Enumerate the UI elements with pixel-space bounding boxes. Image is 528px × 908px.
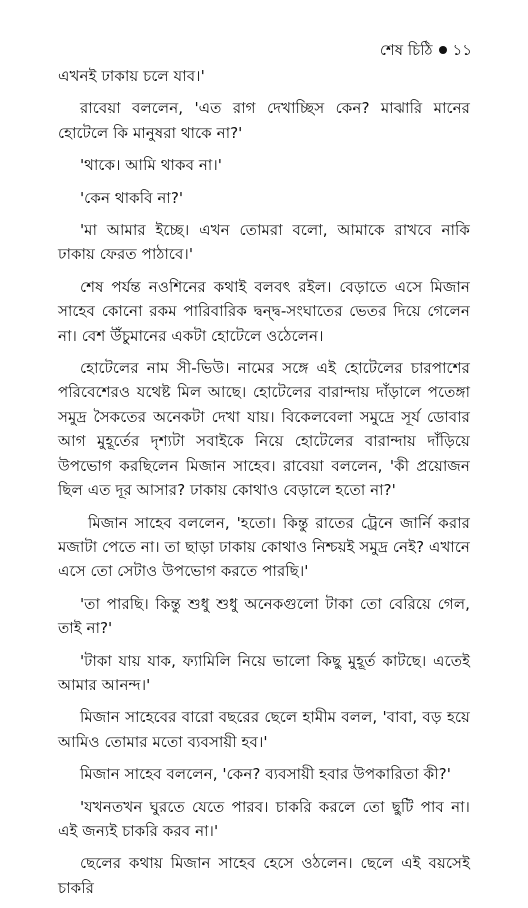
chapter-title: শেষ চিঠি (379, 41, 433, 59)
paragraph: 'টাকা যায় যাক, ফ্যামিলি নিয়ে ভালো কিছু মুহূর্ত কাটছে। এতেই আমার আনন্দ।' (58, 651, 470, 694)
body-text (58, 64, 470, 908)
bullet-separator-icon (439, 46, 447, 54)
paragraph: 'যখনতখন ঘুরতে যেতে পারব। চাকরি করলে তো ছুটি পাব না। এই জন্যই চাকরি করব না।' (58, 797, 470, 840)
paragraph: মিজান সাহেব বললেন, 'হতো। কিন্তু রাতের ট্রেনে জার্নি করার মজাটা পেতে না। তা ছাড়া ঢাকায় কোথাও নিশ্চয়ই সমুদ্র নেই? এখানে এসে তো সেটাও উপভোগ করতে পারছি।' (58, 513, 470, 581)
paragraph: 'মা আমার ইচ্ছে। এখন তোমরা বলো, আমাকে রাখবে নাকি ঢাকায় ফেরত পাঠাবে।' (58, 221, 470, 264)
paragraph: 'থাকে। আমি থাকব না।' (80, 156, 222, 175)
paragraph: 'কেন থাকবি না?' (80, 188, 184, 207)
paragraph: শেষ পর্যন্ত নওশিনের কথাই বলবৎ রইল। বেড়াতে এসে মিজান সাহেব কোনো রকম পারিবারিক দ্বন্দ্ব-সংঘাতের ভেতর দিয়ে গেলেন না। বেশ উঁচুমানের একটা হোটেলে ওঠেলেন। (58, 277, 470, 345)
paragraph: ছেলের কথায় মিজান সাহেব হেসে ওঠলেন। ছেলে এই বয়সেই চাকরি (58, 854, 470, 897)
paragraph: হোটেলের নাম সী-ভিউ। নামের সঙ্গে এই হোটেলের চারপাশের পরিবেশেরও যথেষ্ট মিল আছে। হোটেলের বারান্দায় দাঁড়ালে পতেঙ্গা সমুদ্র সৈকতের অনেকটা দেখা যায়। বিকেলবেলা সমুদ্রে সূর্য ডোবার আগ মুহূর্তের দৃশ্যটা সবাইকে নিয়ে হোটেলের বারান্দায় দাঁড়িয়ে উপভোগ করছিলেন মিজান সাহেব। রাবেয়া বললেন, 'কী প্রয়োজন ছিল এত দূর আসার? ঢাকায় কোথাও বেড়ালে হতো না?' (58, 359, 470, 500)
paragraph: মিজান সাহেবের বারো বছরের ছেলে হামীম বলল, 'বাবা, বড় হয়ে আমিও তোমার মতো ব্যবসায়ী হব।' (58, 708, 470, 751)
paragraph: রাবেয়া বললেন, 'এত রাগ দেখাচ্ছিস কেন? মাঝারি মানের হোটেলে কি মানুষরা থাকে না?' (58, 99, 470, 142)
paragraph: 'তা পারছি। কিন্তু শুধু শুধু অনেকগুলো টাকা তো বেরিয়ে গেল, তাই না?' (58, 594, 470, 638)
paragraph: এখনই ঢাকায় চলে যাব।' (58, 67, 205, 85)
paragraph: মিজান সাহেব বললেন, 'কেন? ব্যবসায়ী হবার উপকারিতা কী?' (80, 765, 451, 784)
page-number: ১১ (452, 41, 472, 59)
running-header (380, 40, 472, 60)
